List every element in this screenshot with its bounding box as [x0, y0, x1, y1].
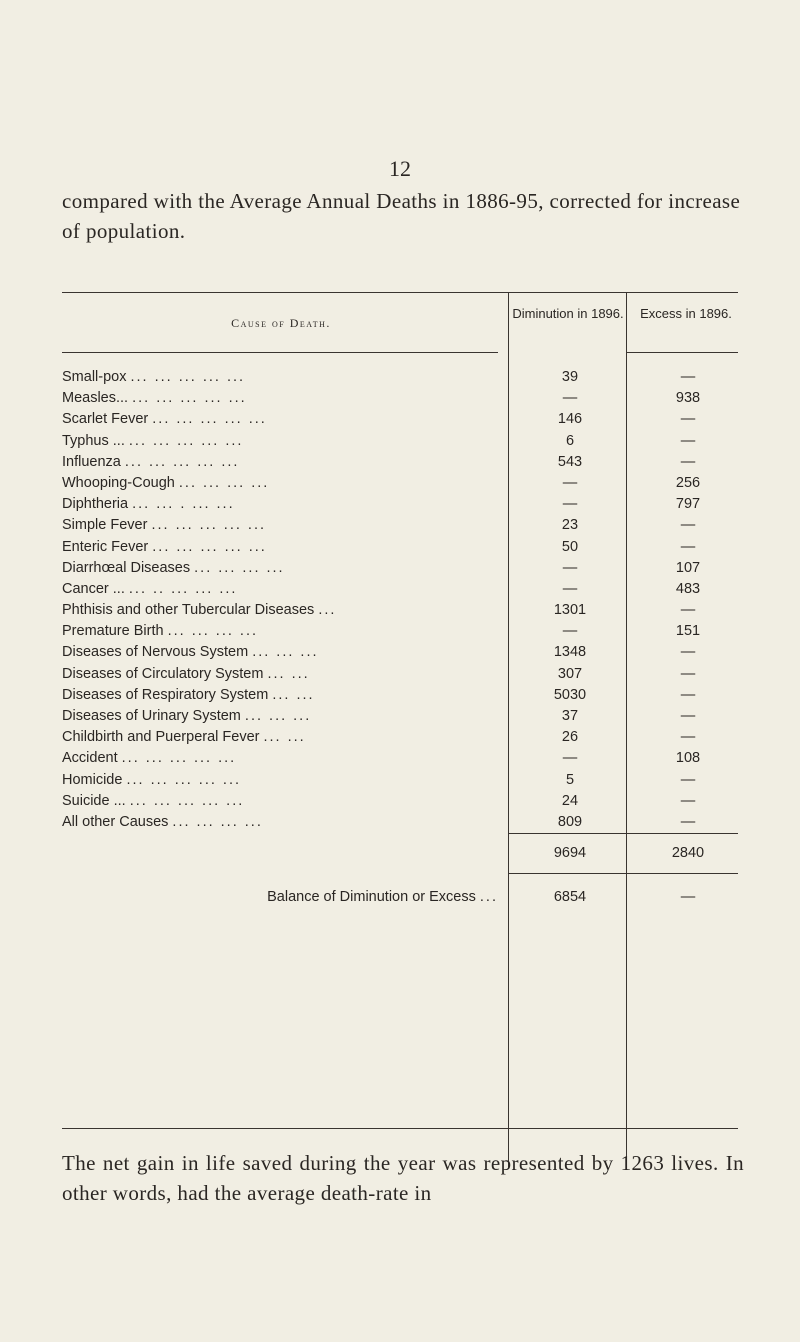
cause-label: Influenza: [62, 453, 121, 470]
leader-dots: ... ... ... ... ...: [132, 390, 247, 407]
diminution-value: 50: [561, 538, 579, 555]
diminution-value: 37: [561, 708, 579, 724]
table-row: [62, 621, 738, 642]
diminution-value: 5: [565, 771, 575, 788]
diminution-value: 146: [557, 411, 583, 428]
leader-dots: ... ... ... ...: [194, 559, 285, 576]
table-row: [62, 388, 738, 409]
diminution-value: 5030: [553, 686, 587, 703]
leader-dots: ... ...: [272, 686, 315, 703]
cause-label: Suicide ...: [62, 792, 126, 809]
intro-paragraph: compared with the Average Annual Deaths in 1886-95, corrected for increase of population.: [62, 189, 741, 243]
table-row: [62, 812, 738, 833]
header-rule-excess: [626, 352, 738, 353]
leader-dots: ... ...: [263, 729, 306, 746]
leader-dots: ... ... ...: [252, 644, 319, 661]
leader-dots: ...: [479, 889, 498, 905]
excess-value: 797: [675, 496, 701, 513]
diminution-value: —: [562, 559, 578, 576]
excess-value: —: [680, 708, 696, 724]
excess-value: —: [680, 369, 696, 385]
leader-dots: ... ... ... ...: [167, 623, 259, 640]
excess-value: —: [680, 411, 696, 428]
cause-label: Diseases of Circulatory System: [62, 665, 264, 682]
diminution-value: 1301: [553, 602, 587, 619]
header-rule-cause: [62, 352, 498, 353]
closing-paragraph: The net gain in life saved during the year was represented by 1263 lives. In other words, had the average death-rate in: [62, 1151, 744, 1205]
balance-rule: [508, 873, 738, 874]
table-row: [62, 770, 738, 791]
leader-dots: ... ... ...: [244, 708, 312, 724]
cause-label: Cancer ...: [62, 580, 125, 597]
balance-excess: —: [680, 889, 696, 905]
cause-label: Whooping-Cough: [62, 474, 175, 491]
table-row: [62, 473, 738, 494]
diminution-value: 26: [561, 729, 579, 746]
diminution-value: 6: [565, 432, 575, 449]
table-top-rule: [62, 292, 738, 293]
excess-value: —: [680, 538, 696, 555]
balance-label: Balance of Diminution or Excess: [267, 889, 476, 905]
excess-value: —: [680, 686, 696, 703]
table-row: [62, 706, 738, 727]
table-row: [62, 642, 738, 663]
cause-label: Diseases of Nervous System: [62, 644, 249, 661]
leader-dots: ... ... ... ... ...: [129, 792, 245, 809]
table-row: [62, 409, 738, 430]
excess-value: —: [680, 517, 696, 534]
diminution-value: 1348: [553, 644, 587, 661]
cause-label: Small-pox: [62, 369, 127, 385]
table-bottom-rule: [62, 1128, 738, 1129]
cause-label: All other Causes: [62, 813, 169, 830]
leader-dots: ... ... ... ... ...: [152, 411, 267, 428]
excess-value: —: [680, 644, 696, 661]
diminution-value: 24: [561, 792, 579, 809]
cause-label: Diseases of Urinary System: [62, 708, 241, 724]
leader-dots: ... ... . ... ...: [132, 496, 235, 513]
excess-value: 108: [675, 750, 701, 767]
excess-value: —: [680, 729, 696, 746]
header-diminution: Diminution in 1896.: [512, 306, 624, 321]
table-row: [62, 579, 738, 600]
leader-dots: ... ... ... ... ...: [126, 771, 242, 788]
excess-value: 483: [675, 580, 701, 597]
excess-value: 256: [675, 474, 701, 491]
table-row: [62, 537, 738, 558]
table-row: [62, 367, 738, 388]
diminution-value: 23: [561, 517, 579, 534]
table-row: [62, 494, 738, 515]
table-row: [62, 452, 738, 473]
leader-dots: ... ...: [267, 665, 310, 682]
excess-value: —: [680, 453, 696, 470]
diminution-value: 543: [557, 453, 583, 470]
leader-dots: ... ... ... ... ...: [130, 369, 246, 385]
cause-label: Premature Birth: [62, 623, 164, 640]
leader-dots: ... ... ... ... ...: [121, 750, 237, 767]
header-cause-of-death: Cause of Death.: [231, 316, 331, 330]
diminution-value: 39: [561, 369, 579, 385]
cause-label: Diarrhœal Diseases: [62, 559, 191, 576]
cause-label: Diphtheria: [62, 496, 129, 513]
table-row: [62, 431, 738, 452]
excess-value: —: [680, 792, 696, 809]
cause-label: Scarlet Fever: [62, 411, 149, 428]
total-diminution: 9694: [553, 845, 587, 861]
leader-dots: ... ... ... ... ...: [124, 453, 240, 470]
cause-label: Accident: [62, 750, 118, 767]
table-row: [62, 791, 738, 812]
header-excess: Excess in 1896.: [640, 306, 732, 321]
cause-label: Homicide: [62, 771, 123, 788]
excess-value: —: [680, 771, 696, 788]
table-row: [62, 558, 738, 579]
excess-value: —: [680, 432, 696, 449]
diminution-value: 307: [557, 665, 583, 682]
excess-value: 151: [675, 623, 701, 640]
leader-dots: ... ... ... ... ...: [128, 432, 244, 449]
totals-row: [62, 843, 738, 865]
excess-value: —: [680, 665, 696, 682]
table-row: [62, 748, 738, 769]
table-row: [62, 664, 738, 685]
leader-dots: ... ... ... ...: [178, 474, 270, 491]
diminution-value: —: [562, 623, 578, 640]
leader-dots: ... .. ... ... ...: [128, 580, 238, 597]
table-row: [62, 515, 738, 536]
cause-label: Typhus ...: [62, 432, 125, 449]
cause-label: Childbirth and Puerperal Fever: [62, 729, 260, 746]
leader-dots: ... ... ... ...: [172, 813, 263, 830]
cause-label: Phthisis and other Tubercular Diseases: [62, 602, 315, 619]
cause-label: Measles...: [62, 390, 129, 407]
total-excess: 2840: [671, 845, 705, 861]
balance-diminution: 6854: [553, 889, 587, 905]
leader-dots: ... ... ... ... ...: [151, 517, 266, 534]
page-number: 12: [389, 156, 411, 181]
table-row: [62, 600, 738, 621]
diminution-value: 809: [557, 813, 583, 830]
diminution-value: —: [562, 496, 578, 513]
cause-label: Enteric Fever: [62, 538, 149, 555]
diminution-value: —: [562, 580, 578, 597]
leader-dots: ... ... ... ... ...: [152, 538, 267, 555]
diminution-value: —: [562, 474, 578, 491]
table-row: [62, 685, 738, 706]
table-body: [62, 367, 738, 905]
cause-label: Diseases of Respiratory System: [62, 686, 269, 703]
excess-value: —: [680, 602, 696, 619]
excess-value: —: [680, 813, 696, 830]
diminution-value: —: [562, 390, 578, 407]
totals-rule: [508, 833, 738, 834]
diminution-value: —: [562, 750, 578, 767]
table-row: [62, 727, 738, 748]
leader-dots: ...: [318, 602, 337, 619]
cause-label: Simple Fever: [62, 517, 148, 534]
balance-row: [62, 887, 738, 909]
excess-value: 107: [675, 559, 701, 576]
excess-value: 938: [675, 390, 701, 407]
